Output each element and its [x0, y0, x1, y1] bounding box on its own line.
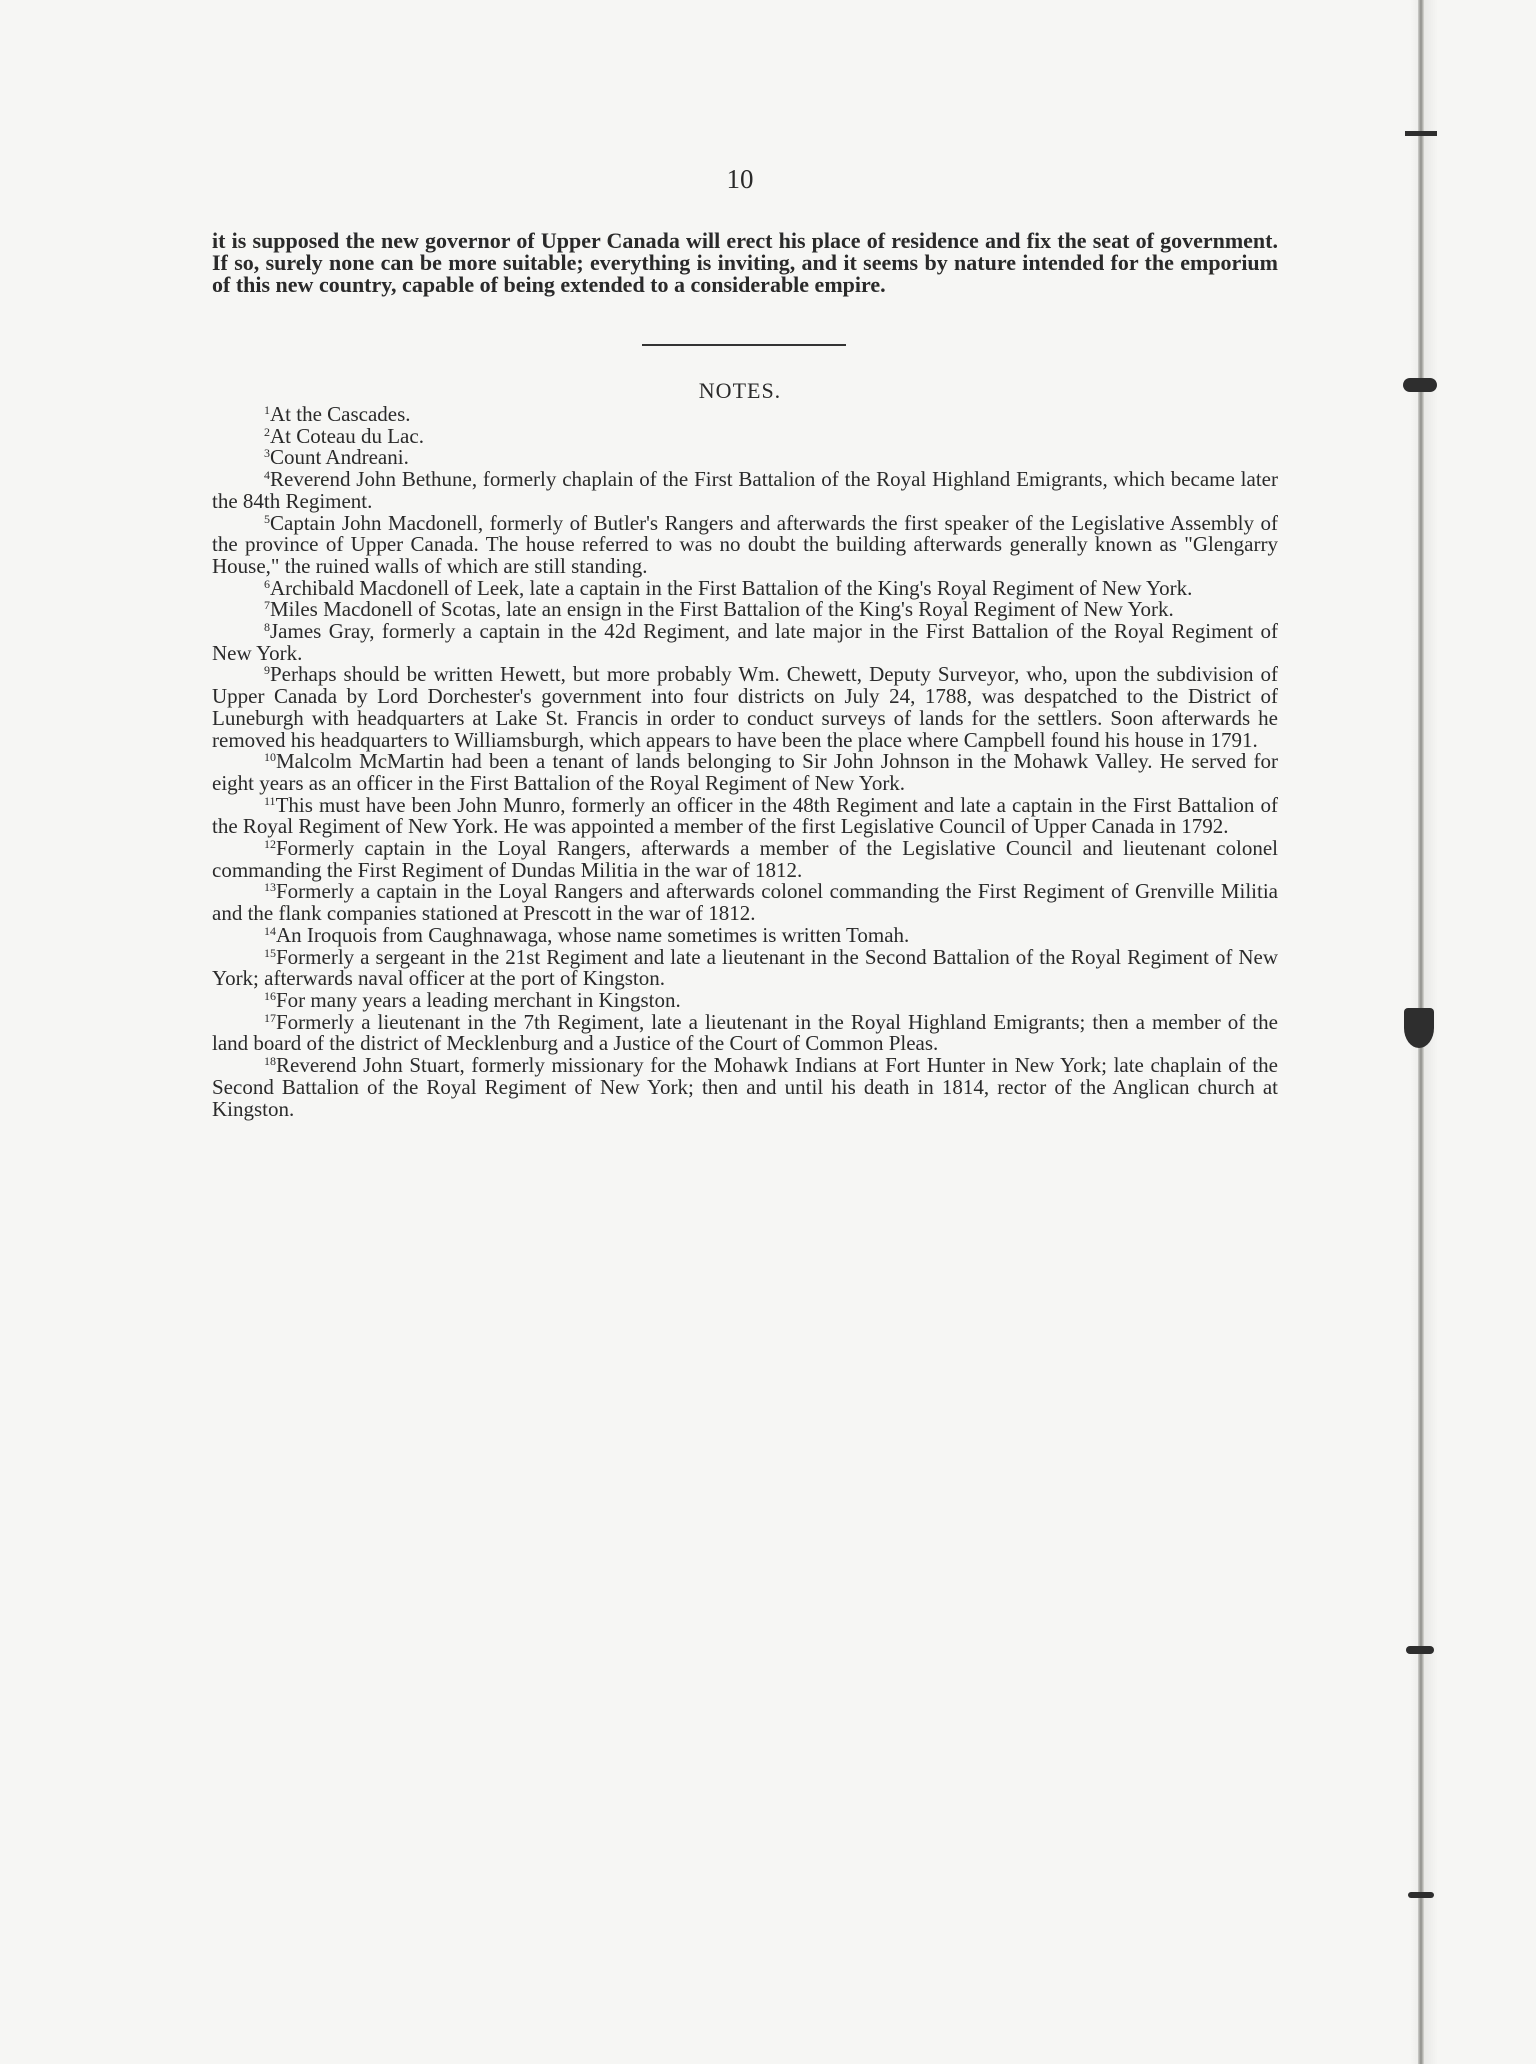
note-number: 2 [264, 424, 270, 439]
note-text: Reverend John Bethune, formerly chaplain of the First Battalion of the Royal Highland Emigrants, which became later the 84th Regiment. [212, 467, 1278, 513]
note-number: 14 [264, 923, 276, 938]
note-number: 7 [264, 598, 270, 613]
note-number: 17 [264, 1010, 276, 1025]
note-text: Perhaps should be written Hewett, but more probably Wm. Chewett, Deputy Surveyor, who, upon the subdivision of Upper Canada by Lord Dorchester's government into four districts on July 24, 1788, was despatched to the District of Luneburgh with headquarters at Lake St. Francis in order to conduct surveys of lands for the settlers. Soon afterwards he removed his headquarters to Williamsburgh, which appears to have been the place where Campbell found his house in 1791. [212, 662, 1278, 752]
note-number: 12 [264, 837, 276, 852]
note-number: 16 [264, 988, 276, 1003]
note-text: At Coteau du Lac. [270, 423, 424, 448]
note-number: 3 [264, 446, 270, 461]
note-text: At the Cascades. [270, 402, 411, 426]
note-text: James Gray, formerly a captain in the 42d Regiment, and late major in the First Battalion of the Royal Regiment of New York. [212, 619, 1278, 665]
note-text: An Iroquois from Caughnawaga, whose name sometimes is written Tomah. [276, 922, 910, 947]
note-text: Captain John Macdonell, formerly of Butler's Rangers and afterwards the first speaker of the Legislative Assembly of the province of Upper Canada. The house referred to was no doubt the building afterwards generally known as "Glengarry House," the ruined walls of which are still standing. [212, 510, 1278, 578]
note-item [212, 423, 1278, 448]
note-number: 15 [264, 945, 276, 960]
note-number: 18 [264, 1054, 276, 1069]
binding-stitch [1403, 378, 1437, 392]
note-item [212, 922, 1278, 947]
page-number: 10 [726, 164, 754, 194]
note-item [212, 1009, 1278, 1056]
note-item [212, 881, 1278, 924]
note-number: 9 [264, 663, 270, 678]
intro-paragraph: it is supposed the new governor of Upper Canada will erect his place of residence and fix the seat of government. If so, surely none can be more suitable; everything is inviting, and it seems by nature intended for the emporium of this new country, capable of being extended to a considerable empire. [212, 228, 1278, 297]
section-divider [642, 344, 846, 346]
binding-stitch [1405, 131, 1437, 136]
note-item [212, 987, 1278, 1012]
binding-stitch [1408, 1892, 1434, 1898]
note-text: Formerly a lieutenant in the 7th Regiment, late a lieutenant in the Royal Highland Emigrants; then a member of the land board of the district of Mecklenburg and a Justice of the Court of Common Pleas. [212, 1009, 1278, 1056]
note-item [212, 575, 1278, 600]
note-item [212, 404, 1278, 426]
note-item [212, 664, 1278, 751]
note-number: 10 [264, 750, 276, 765]
notes-heading: NOTES. [698, 378, 782, 403]
note-item [212, 751, 1278, 794]
binding-stitch [1404, 1008, 1434, 1048]
note-item [212, 621, 1278, 664]
note-item [212, 792, 1278, 839]
note-text: Miles Macdonell of Scotas, late an ensign in the First Battalion of the King's Royal Regiment of New York. [270, 597, 1174, 622]
note-item [212, 1055, 1278, 1120]
note-item [212, 838, 1278, 881]
note-text: Formerly captain in the Loyal Rangers, afterwards a member of the Legislative Council and lieutenant colonel commanding the First Regiment of Dundas Militia in the war of 1812. [212, 836, 1278, 882]
note-number: 4 [264, 468, 270, 483]
note-number: 1 [264, 403, 270, 417]
note-text: Malcolm McMartin had been a tenant of lands belonging to Sir John Johnson in the Mohawk Valley. He served for eight years as an officer in the First Battalion of the Royal Regiment of New York. [212, 749, 1278, 795]
note-text: Formerly a sergeant in the 21st Regiment and late a lieutenant in the Second Battalion of the Royal Regiment of New York; afterwards naval officer at the port of Kingston. [212, 944, 1278, 991]
note-text: Count Andreani. [270, 445, 409, 470]
note-number: 13 [264, 880, 276, 895]
note-number: 8 [264, 620, 270, 635]
note-item [212, 469, 1278, 512]
note-text: This must have been John Munro, formerly an officer in the 48th Regiment and late a captain in the First Battalion of the Royal Regiment of New York. He was appointed a member of the first Legislative Council of Upper Canada in 1792. [212, 792, 1278, 839]
notes-list [212, 404, 1278, 1120]
note-text: Formerly a captain in the Loyal Rangers and afterwards colonel commanding the First Regiment of Grenville Militia and the flank companies stationed at Prescott in the war of 1812. [212, 879, 1278, 926]
note-number: 11 [264, 793, 276, 808]
note-item [212, 510, 1278, 578]
note-number: 5 [264, 511, 270, 526]
note-number: 6 [264, 576, 270, 591]
note-item [212, 447, 1278, 469]
note-text: Archibald Macdonell of Leek, late a captain in the First Battalion of the King's Royal Regiment of New York. [270, 575, 1193, 600]
note-text: For many years a leading merchant in Kingston. [276, 987, 681, 1012]
note-text: Reverend John Stuart, formerly missionary for the Mohawk Indians at Fort Hunter in New York; late chaplain of the Second Battalion of the Royal Regiment of New York; then and until his death in 1814, rector of the Anglican church at Kingston. [212, 1053, 1278, 1121]
binding-stitch [1406, 1646, 1434, 1654]
note-item [212, 944, 1278, 991]
note-item [212, 599, 1278, 621]
